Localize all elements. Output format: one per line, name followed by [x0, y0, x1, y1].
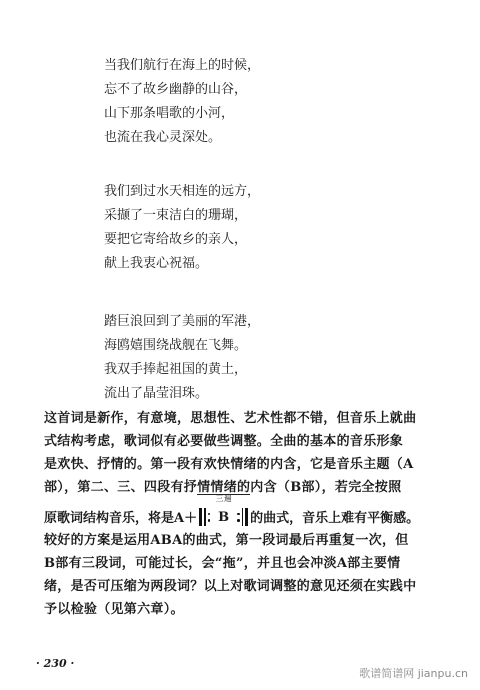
poem-line: 献上我衷心祝福。 [104, 256, 209, 271]
repeat-count-label: 三遍 [197, 494, 250, 503]
repeat-dots-icon [208, 513, 211, 522]
poem-stanza-3 [104, 310, 404, 406]
repeat-sign [199, 494, 248, 526]
poem [104, 54, 404, 436]
poem-stanza-2 [104, 180, 404, 276]
poem-line: 我们到过水天相连的远方， [104, 184, 261, 199]
poem-line: 流出了晶莹泪珠。 [104, 386, 209, 401]
poem-line: 当我们航行在海上的时候， [104, 58, 261, 73]
repeat-letter: B [218, 509, 230, 525]
poem-line: 也流在我心灵深处。 [104, 130, 222, 145]
repeat-barline-icon [199, 508, 202, 526]
prose-line: 是欢快、抒情的。第一段有欢快情绪的内含，它是音乐主题（A [44, 457, 414, 472]
prose-line: B部有三段词，可能过长，会“拖”，并且也会冲淡A部主要情 [44, 556, 401, 571]
repeat-barline-icon [204, 508, 206, 526]
poem-line: 我双手捧起祖国的黄土， [104, 362, 248, 377]
page-number: · 230 · [36, 657, 75, 670]
poem-line: 采撷了一束洁白的珊瑚， [104, 208, 248, 223]
prose-line: 部），第二、三、四段有抒情情绪的内含（B部），若完全按照 [44, 480, 402, 495]
poem-line: 海鸥嬉围绕战舰在飞舞。 [104, 338, 248, 353]
prose-paragraph [44, 407, 444, 621]
poem-line: 山下那条唱歌的小河， [104, 106, 235, 121]
prose-line: 这首词是新作，有意境，思想性、艺术性都不错，但音乐上就曲 [44, 411, 417, 426]
prose-text: 的曲式，音乐上难有平衡感。 [250, 511, 420, 526]
watermark: 歌谱简谱网 jianpu.cn [359, 667, 468, 680]
prose-line: 式结构考虑，歌词似有必要做些调整。全曲的基本的音乐形象 [44, 434, 404, 449]
prose-line: 予以检验（见第六章）。 [44, 602, 184, 617]
prose-line: 较好的方案是运用ABA的曲式，第一段词最后再重复一次，但 [44, 533, 409, 548]
poem-line: 要把它寄给故乡的亲人， [104, 232, 248, 247]
repeat-dots-icon [237, 513, 240, 522]
repeat-barline-icon [242, 508, 244, 526]
prose-text: 原歌词结构音乐，将是A＋ [44, 511, 198, 526]
prose-line-with-notation [44, 494, 444, 529]
poem-line: 踏巨浪回到了美丽的军港， [104, 314, 261, 329]
repeat-barline-icon [245, 508, 248, 526]
poem-line: 忘不了故乡幽静的山谷， [104, 82, 248, 97]
prose-line: 绪，是否可压缩为两段词？以上对歌词调整的意见还须在实践中 [44, 579, 417, 594]
poem-stanza-1 [104, 54, 404, 150]
